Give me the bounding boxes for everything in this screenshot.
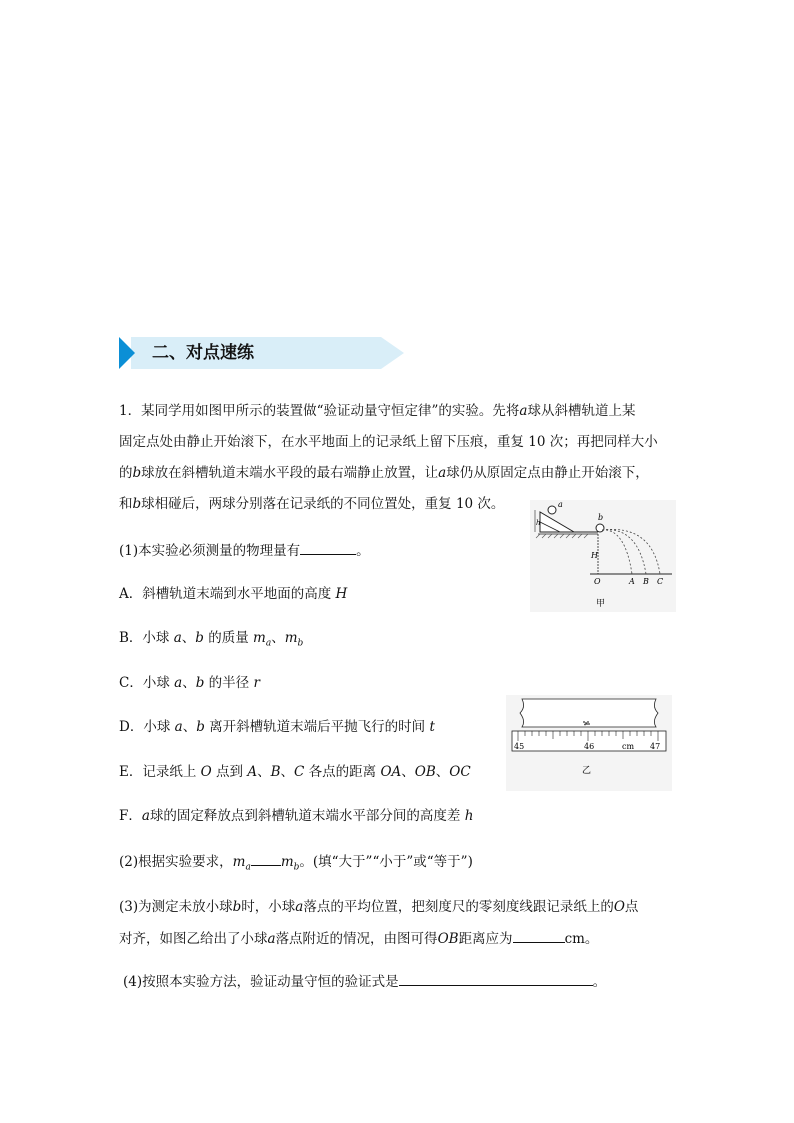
answer-blank-4[interactable] — [399, 971, 593, 986]
label-C: C — [657, 577, 664, 586]
option-a: A．斜槽轨道末端到水平地面的高度 H — [119, 586, 348, 602]
figure-apparatus — [530, 500, 676, 612]
figure-caption-jia: 甲 — [596, 599, 606, 609]
question-part-3-line-2: 对齐，如图乙给出了小球a落点附近的情况，由图可得OB距离应为 cm。 — [119, 928, 598, 949]
answer-blank-1[interactable] — [300, 540, 356, 555]
question-part-4: (4)按照本实验方法，验证动量守恒的验证式是 。 — [123, 971, 606, 992]
figure-caption-yi: 乙 — [582, 766, 592, 776]
label-h: h — [536, 519, 541, 527]
label-ball-b: b — [598, 513, 604, 522]
answer-blank-3[interactable] — [513, 928, 565, 943]
ruler-tick-45: 45 — [514, 742, 525, 751]
ruler-unit: cm — [622, 742, 635, 751]
label-A: A — [629, 577, 635, 586]
question-intro-line-1: 1．某同学用如图甲所示的装置做“验证动量守恒定律”的实验。先将a球从斜槽轨道上某 — [119, 403, 636, 419]
option-d: D．小球 a、b 离开斜槽轨道末端后平抛飞行的时间 t — [119, 719, 435, 735]
option-e: E．记录纸上 O 点到 A、B、C 各点的距离 OA、OB、OC — [119, 764, 471, 780]
ruler-tick-46: 46 — [584, 742, 595, 751]
option-c: C．小球 a、b 的半径 r — [119, 675, 260, 691]
label-O: O — [594, 577, 601, 586]
question-intro-line-2: 固定点处由静止开始滚下，在水平地面上的记录纸上留下压痕，重复 10 次；再把同样大小 — [119, 434, 658, 450]
option-f: F．a球的固定释放点到斜槽轨道末端水平部分间的高度差 h — [119, 808, 474, 824]
answer-blank-2[interactable] — [251, 851, 281, 866]
figure-ruler — [506, 695, 672, 791]
section-title: 二、对点速练 — [152, 343, 254, 363]
label-ball-a: a — [558, 500, 563, 509]
option-b: B．小球 a、b 的质量 $m_a$、$m_b$ — [119, 630, 304, 649]
question-part-2: (2)根据实验要求，$m_a$ $m_b$。(填“大于”“小于”或“等于”) — [119, 851, 473, 878]
question-part-3-line-1: (3)为测定未放小球b时，小球a落点的平均位置，把刻度尺的零刻度线跟记录纸上的O点 — [119, 899, 639, 915]
ruler-tick-47: 47 — [650, 742, 661, 751]
question-intro-line-4: 和b球相碰后，两球分别落在记录纸的不同位置处，重复 10 次。 — [119, 496, 505, 512]
question-intro-line-3: 的b球放在斜槽轨道末端水平段的最右端静止放置，让a球仍从原固定点由静止开始滚下， — [119, 465, 649, 481]
question-part-1: (1)本实验必须测量的物理量有 。 — [119, 540, 370, 561]
label-H: H — [591, 551, 598, 560]
label-B: B — [643, 577, 649, 586]
